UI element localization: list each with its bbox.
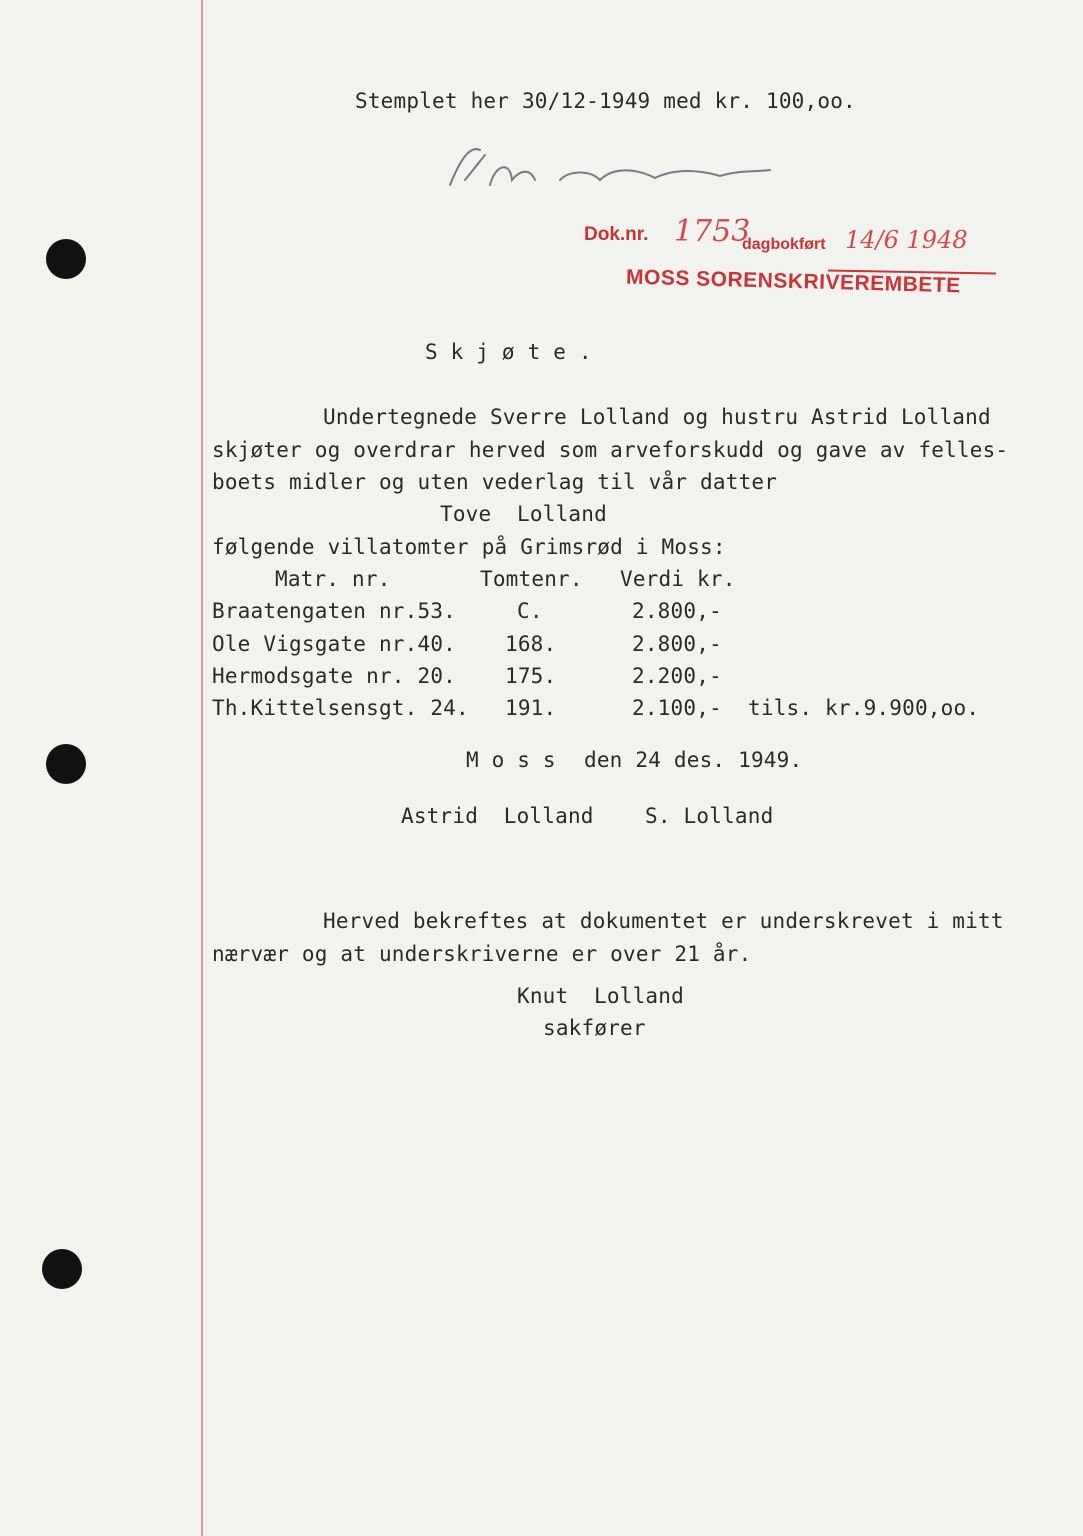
registry-date: 14/6 1948 bbox=[845, 226, 968, 254]
handwritten-signature-mark bbox=[440, 140, 780, 200]
table-cell: Th.Kittelsensgt. 24. bbox=[212, 696, 469, 720]
table-cell: Braatengaten nr.53. bbox=[212, 599, 457, 623]
margin-line bbox=[201, 0, 203, 1536]
table-cell: 2.800,- bbox=[632, 599, 722, 623]
signature-name: S. Lolland bbox=[645, 804, 774, 828]
table-cell: 191. bbox=[505, 696, 557, 720]
table-header: Verdi kr. bbox=[620, 567, 736, 591]
intro-line: følgende villatomter på Grimsrød i Moss: bbox=[212, 535, 726, 559]
table-header: Tomtenr. bbox=[480, 567, 583, 591]
confirmation-line: nærvær og at underskriverne er over 21 år. bbox=[212, 942, 752, 966]
registry-label: dagbokført bbox=[742, 236, 826, 253]
table-header: Matr. nr. bbox=[275, 567, 391, 591]
table-cell: C. bbox=[517, 599, 543, 623]
punch-hole bbox=[46, 239, 86, 279]
paragraph-line: Undertegnede Sverre Lolland og hustru Astrid Lolland bbox=[323, 405, 991, 429]
confirmation-line: Herved bekreftes at dokumentet er underskrevet i mitt bbox=[323, 909, 1004, 933]
stamp-note: Stemplet her 30/12-1949 med kr. 100,oo. bbox=[355, 89, 856, 113]
paragraph-line: skjøter og overdrar herved som arveforskudd og gave av felles- bbox=[212, 438, 1009, 462]
table-cell: Hermodsgate nr. 20. bbox=[212, 664, 457, 688]
punch-hole bbox=[42, 1249, 82, 1289]
registry-office: MOSS SORENSKRIVEREMBETE bbox=[625, 265, 961, 298]
witness-title: sakfører bbox=[543, 1016, 646, 1040]
document-title: Skjøte. bbox=[425, 340, 605, 364]
witness-name: Knut Lolland bbox=[517, 984, 684, 1008]
date-line: den 24 des. 1949. bbox=[584, 748, 803, 772]
table-cell: 2.100,- bbox=[632, 696, 722, 720]
table-cell: 2.800,- bbox=[632, 632, 722, 656]
table-total: tils. kr.9.900,oo. bbox=[748, 696, 980, 720]
recipient-name: Tove Lolland bbox=[440, 502, 607, 526]
table-cell: 2.200,- bbox=[632, 664, 722, 688]
registry-prefix: Dok.nr. bbox=[584, 224, 649, 245]
paragraph-line: boets midler og uten vederlag til vår datter bbox=[212, 470, 778, 494]
registry-number: 1753 bbox=[674, 214, 751, 249]
table-cell: 175. bbox=[505, 664, 557, 688]
table-cell: 168. bbox=[505, 632, 557, 656]
punch-hole bbox=[46, 744, 86, 784]
signature-name: Astrid Lolland bbox=[401, 804, 594, 828]
table-cell: Ole Vigsgate nr.40. bbox=[212, 632, 457, 656]
place: Moss bbox=[466, 748, 569, 772]
